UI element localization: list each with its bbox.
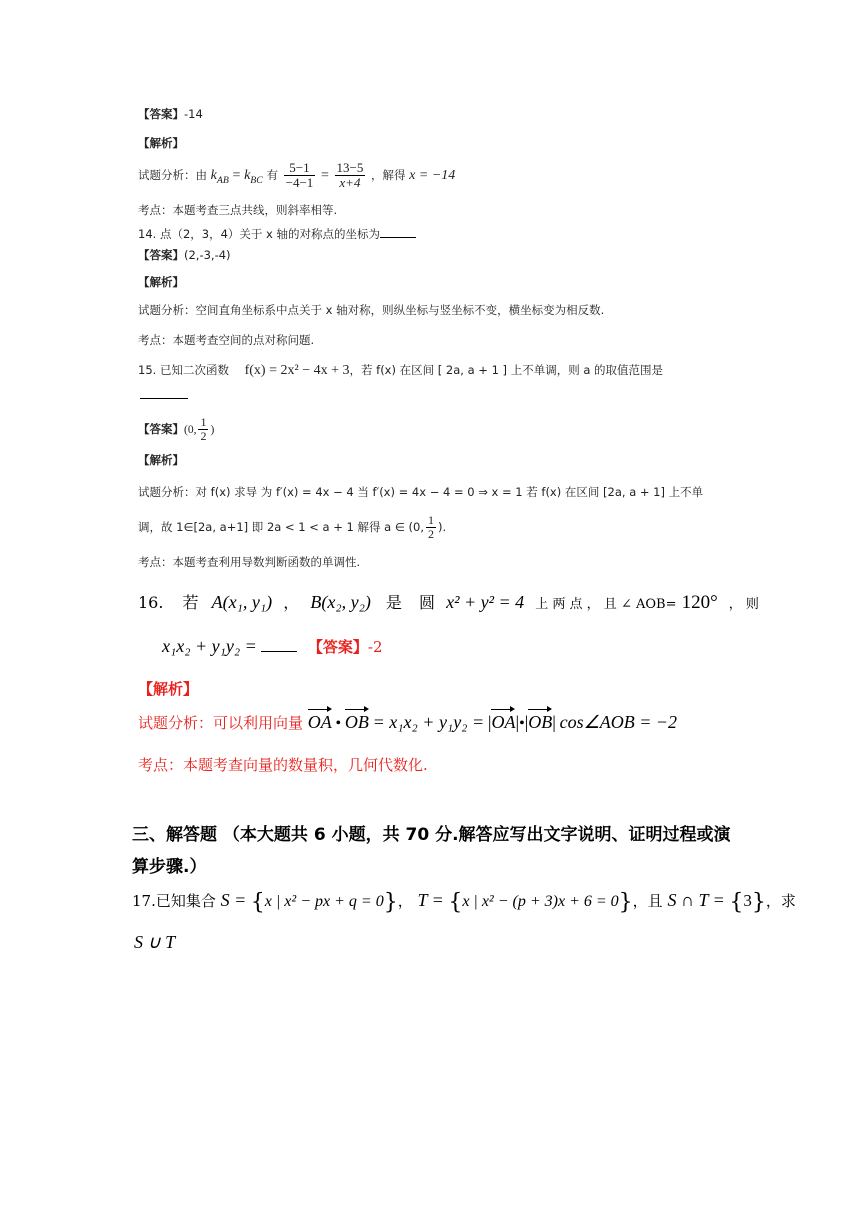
fraction-2: $\frac{13-5}{x+4}$ [336, 159, 364, 190]
fraction-1: $\frac{5-1}{-4-1}$ [285, 159, 314, 190]
vector-oa: OA [307, 712, 332, 732]
result: x = −14 [409, 168, 456, 183]
circle-equation: x² + y² = 4 [446, 592, 525, 612]
q16-kaodian: 考点：本题考查向量的数量积，几何代数化. [138, 756, 428, 774]
q15-question: 15. 已知二次函数 f(x) = 2x² − 4x + 3，若 f(x) 在区间 [ 2a, a + 1 ] 上不单调，则 a 的取值范围是 [138, 363, 664, 378]
q15-answer-blank [140, 398, 188, 399]
slope-ab: $k_{AB}$ [210, 168, 229, 186]
function-expr: f(x) = 2x² − 4x + 3 [244, 363, 350, 378]
q13-kaodian: 考点：本题考查三点共线，则斜率相等. [138, 203, 338, 217]
q15-answer: 【答案】(0, $\frac{1}{2}$ ) [138, 414, 215, 443]
answer-blank [380, 237, 416, 238]
q13-analysis-label: 【解析】 [138, 136, 184, 150]
q16-analysis: 试题分析：可以利用向量 OA • OB = x₁x₂ + y₁y₂ = |OA|•|OB| cos∠AOB = −2 [138, 712, 678, 732]
q14-analysis-label: 【解析】 [138, 275, 184, 289]
q16-question-line1: 16. 若 A(x₁, y₁) ， B(x₂, y₂) 是 圆 x² + y² = 4 上 两 点 ， 且 ∠ AOB= 120° ， 则 [138, 592, 759, 613]
q16-analysis-label: 【解析】 [138, 680, 199, 698]
you-text: 有 [266, 168, 278, 182]
q15-analysis-line2: 调，故 1∈[2a, a+1] 即 2a < 1 < a + 1 解得 a ∈ (0, $\frac{1}{2}$ ). [138, 512, 447, 541]
answer-blank [261, 651, 297, 652]
answer-label: 【答案】 [307, 638, 368, 656]
set-s: S = [220, 890, 251, 910]
point-b: B(x₂, y₂) [310, 592, 371, 612]
q13-answer [138, 106, 203, 122]
q17-line1: 17.已知集合 S = {x | x² − px + q = 0}， T = {x | x² − (p + 3)x + 6 = 0}，且 S ∩ T = {3}，求 [132, 890, 796, 915]
q14-kaodian: 考点：本题考查空间的点对称问题. [138, 333, 315, 347]
set-t: T = [417, 890, 449, 910]
answer-value: -14 [184, 107, 203, 121]
q15-analysis-line1: 试题分析：对 f(x) 求导 为 f′(x) = 4x − 4 当 f′(x) = 4x − 4 = 0 ⇒ x = 1 若 f(x) 在区间 [2a, a + 1] 上不单 [138, 485, 704, 499]
analysis-fraction: $\frac{1}{2}$ [427, 512, 434, 541]
q16-question-line2 [162, 636, 383, 657]
solve-text: ，解得 [371, 168, 406, 182]
vector-ob: OB [344, 712, 369, 732]
q14-answer: 【答案】(2,-3,-4) [138, 248, 231, 262]
answer-value: -2 [367, 638, 383, 656]
dot-product-expr: x₁x₂ + y₁y₂ = [162, 636, 257, 656]
intersection: S ∩ T = [667, 890, 730, 910]
answer-label: 【答案】 [138, 107, 184, 121]
analysis-prefix: 试题分析：由 [138, 168, 207, 182]
section-title-line2: 算步骤.） [132, 857, 207, 877]
set-t-body: x | x² − (p + 3)x + 6 = 0 [462, 893, 619, 910]
q14-question: 14. 点（2，3，4）关于 x 轴的对称点的坐标为 [138, 226, 416, 242]
section-title-line1: 三、解答题 （本大题共 6 小题，共 70 分.解答应写出文字说明、证明过程或演 [132, 825, 731, 845]
q15-kaodian: 考点：本题考查利用导数判断函数的单调性. [138, 555, 361, 569]
set-s-body: x | x² − px + q = 0 [264, 893, 384, 910]
q14-analysis: 试题分析：空间直角坐标系中点关于 x 轴对称，则纵坐标与竖坐标不变，横坐标变为相反数. [138, 303, 605, 317]
q13-analysis: 试题分析：由 $k_{AB} = k_{BC}$ 有 $\frac{5-1}{-4-1}$ = $\frac{13-5}{x+4}$ ，解得 x = −14 [138, 159, 456, 190]
q17-line2: S ∪ T [134, 932, 176, 952]
point-a: A(x₁, y₁) [211, 592, 273, 612]
q15-analysis-label: 【解析】 [138, 453, 184, 467]
equals-sign: = [232, 168, 241, 183]
slope-bc: $k_{BC}$ [244, 168, 263, 186]
angle-value: 120° [681, 592, 718, 613]
answer-fraction: $\frac{1}{2}$ [200, 414, 207, 443]
